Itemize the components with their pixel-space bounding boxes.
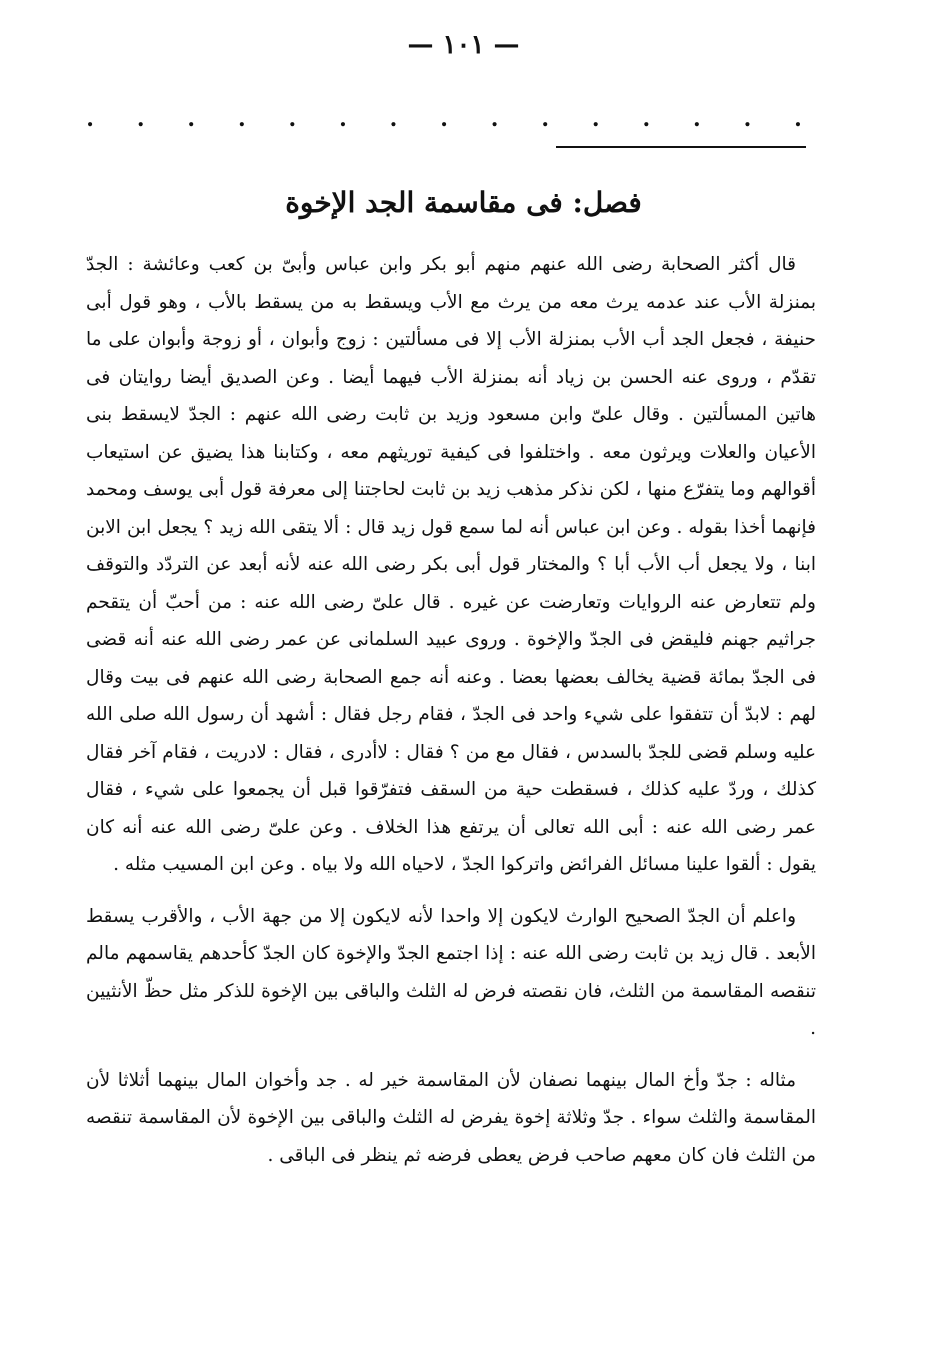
separator-dot: . (389, 106, 398, 132)
paragraph: واعلم أن الجدّ الصحيح الوارث لايكون إلا واحدا لأنه لايكون إلا من جهة الأب ، والأقرب يسقط الأبعد . قال زيد بن ثابت رضى الله عنه : إذا اجتمع الجدّ والإخوة كان الجدّ كأحدهم يقاسمهم مالم تنقصه المقاسمة من الثلث، فان نقصته فرض له الثلث والباقى بين الإخوة للذكر مثل حظّ الأنثيين . (86, 905, 816, 1039)
separator-dot: . (591, 106, 600, 132)
paragraph: قال أكثر الصحابة رضى الله عنهم منهم أبو بكر وابن عباس وأبىّ بن كعب وعائشة : الجدّ بمنزلة الأب عند عدمه يرث معه من يرث مع الأب ويسقط به من يسقط بالأب ، وهو قول أبى حنيفة ، فجعل الجد أب الأب بمنزلة الأب إلا فى مسألتين : زوج وأبوان ، أو زوجة وأبوان على ما تقدّم ، وروى عنه الحسن بن زياد أنه بمنزلة الأب فيهما أيضا . وعن الصديق أيضا روايتان فى هاتين المسألتين . وقال علىّ وابن مسعود وزيد بن ثابت رضى الله عنهم : الجدّ لايسقط بنى الأعيان والعلات ويرثون معه . واختلفوا فى كيفية توريثهم معه ، وكتابنا هذا يضيق عن استيعاب أقوالهم وما يتفرّع منها ، لكن نذكر مذهب زيد بن ثابت لحاجتنا إلى معرفة قول أبى يوسف ومحمد فإنهما أخذا بقوله . وعن ابن عباس أنه لما سمع قول زيد قال : ألا يتقى الله زيد ؟ يجعل ابن الابن ابنا ، ولا يجعل أب الأب أبا ؟ والمختار قول أبى بكر رضى الله عنه لأنه أبعد عن التردّد والتوقف ولم تتعارض عنه الروايات وتعارضت عن غيره . قال علىّ رضى الله عنه : من أحبّ أن يتقحم جراثيم جهنم فليقض فى الجدّ والإخوة . وروى عبيد السلمانى عن عمر رضى الله عنه أنه قضى فى الجدّ بمائة قضية يخالف بعضها بعضا . وعنه أنه جمع الصحابة رضى الله عنهم فى بيت وقال لهم : لابدّ أن تتفقوا على شيء واحد فى الجدّ ، فقام رجل فقال : أشهد أن رسول الله صلى الله عليه وسلم قضى للجدّ بالسدس ، فقال مع من ؟ فقال : لاأدرى ، فقال : لادريت ، فقام آخر فقال كذلك ، وردّ عليه كذلك ، فسقطت حية من السقف فتفرّقوا قبل أن يجمعوا على شيء ، فقال عمر رضى الله عنه : أبى الله تعالى أن يرتفع هذا الخلاف . وعن علىّ رضى الله عنه أنه كان يقول : ألقوا علينا مسائل الفرائض واتركوا الجدّ ، لاحياه الله ولا بياه . وعن ابن المسيب مثله . (86, 254, 816, 875)
paragraph: مثاله : جدّ وأخ المال بينهما نصفان لأن المقاسمة خير له . جد وأخوان المال بينهما أثلاثا لأن المقاسمة والثلث سواء . جدّ وثلاثة إخوة يفرض له الثلث والباقى بين الإخوة لأن المقاسمة تنقصه من الثلث فان كان معهم صاحب فرض يعطى فرضه ثم ينظر فى الباقى . (86, 1069, 816, 1166)
separator-dots (84, 108, 804, 130)
separator-dot: . (187, 106, 196, 132)
separator-dot: . (541, 106, 550, 132)
separator-dot: . (288, 106, 297, 132)
separator-dot: . (86, 106, 94, 132)
separator-dot: . (642, 106, 651, 132)
separator-dot: . (743, 106, 752, 132)
separator-dot: . (693, 106, 701, 132)
separator-dot: . (339, 106, 347, 132)
separator-dot: . (794, 106, 802, 132)
separator-rule (556, 146, 806, 148)
section-heading: فصل: فى مقاسمة الجد الإخوة (285, 186, 642, 219)
separator-dot: . (490, 106, 499, 132)
separator-dot: . (237, 106, 246, 132)
separator-dot: . (440, 106, 448, 132)
separator-dot: . (136, 106, 145, 132)
body-text (86, 246, 816, 1174)
page-number: — ١٠١ — (407, 30, 520, 60)
